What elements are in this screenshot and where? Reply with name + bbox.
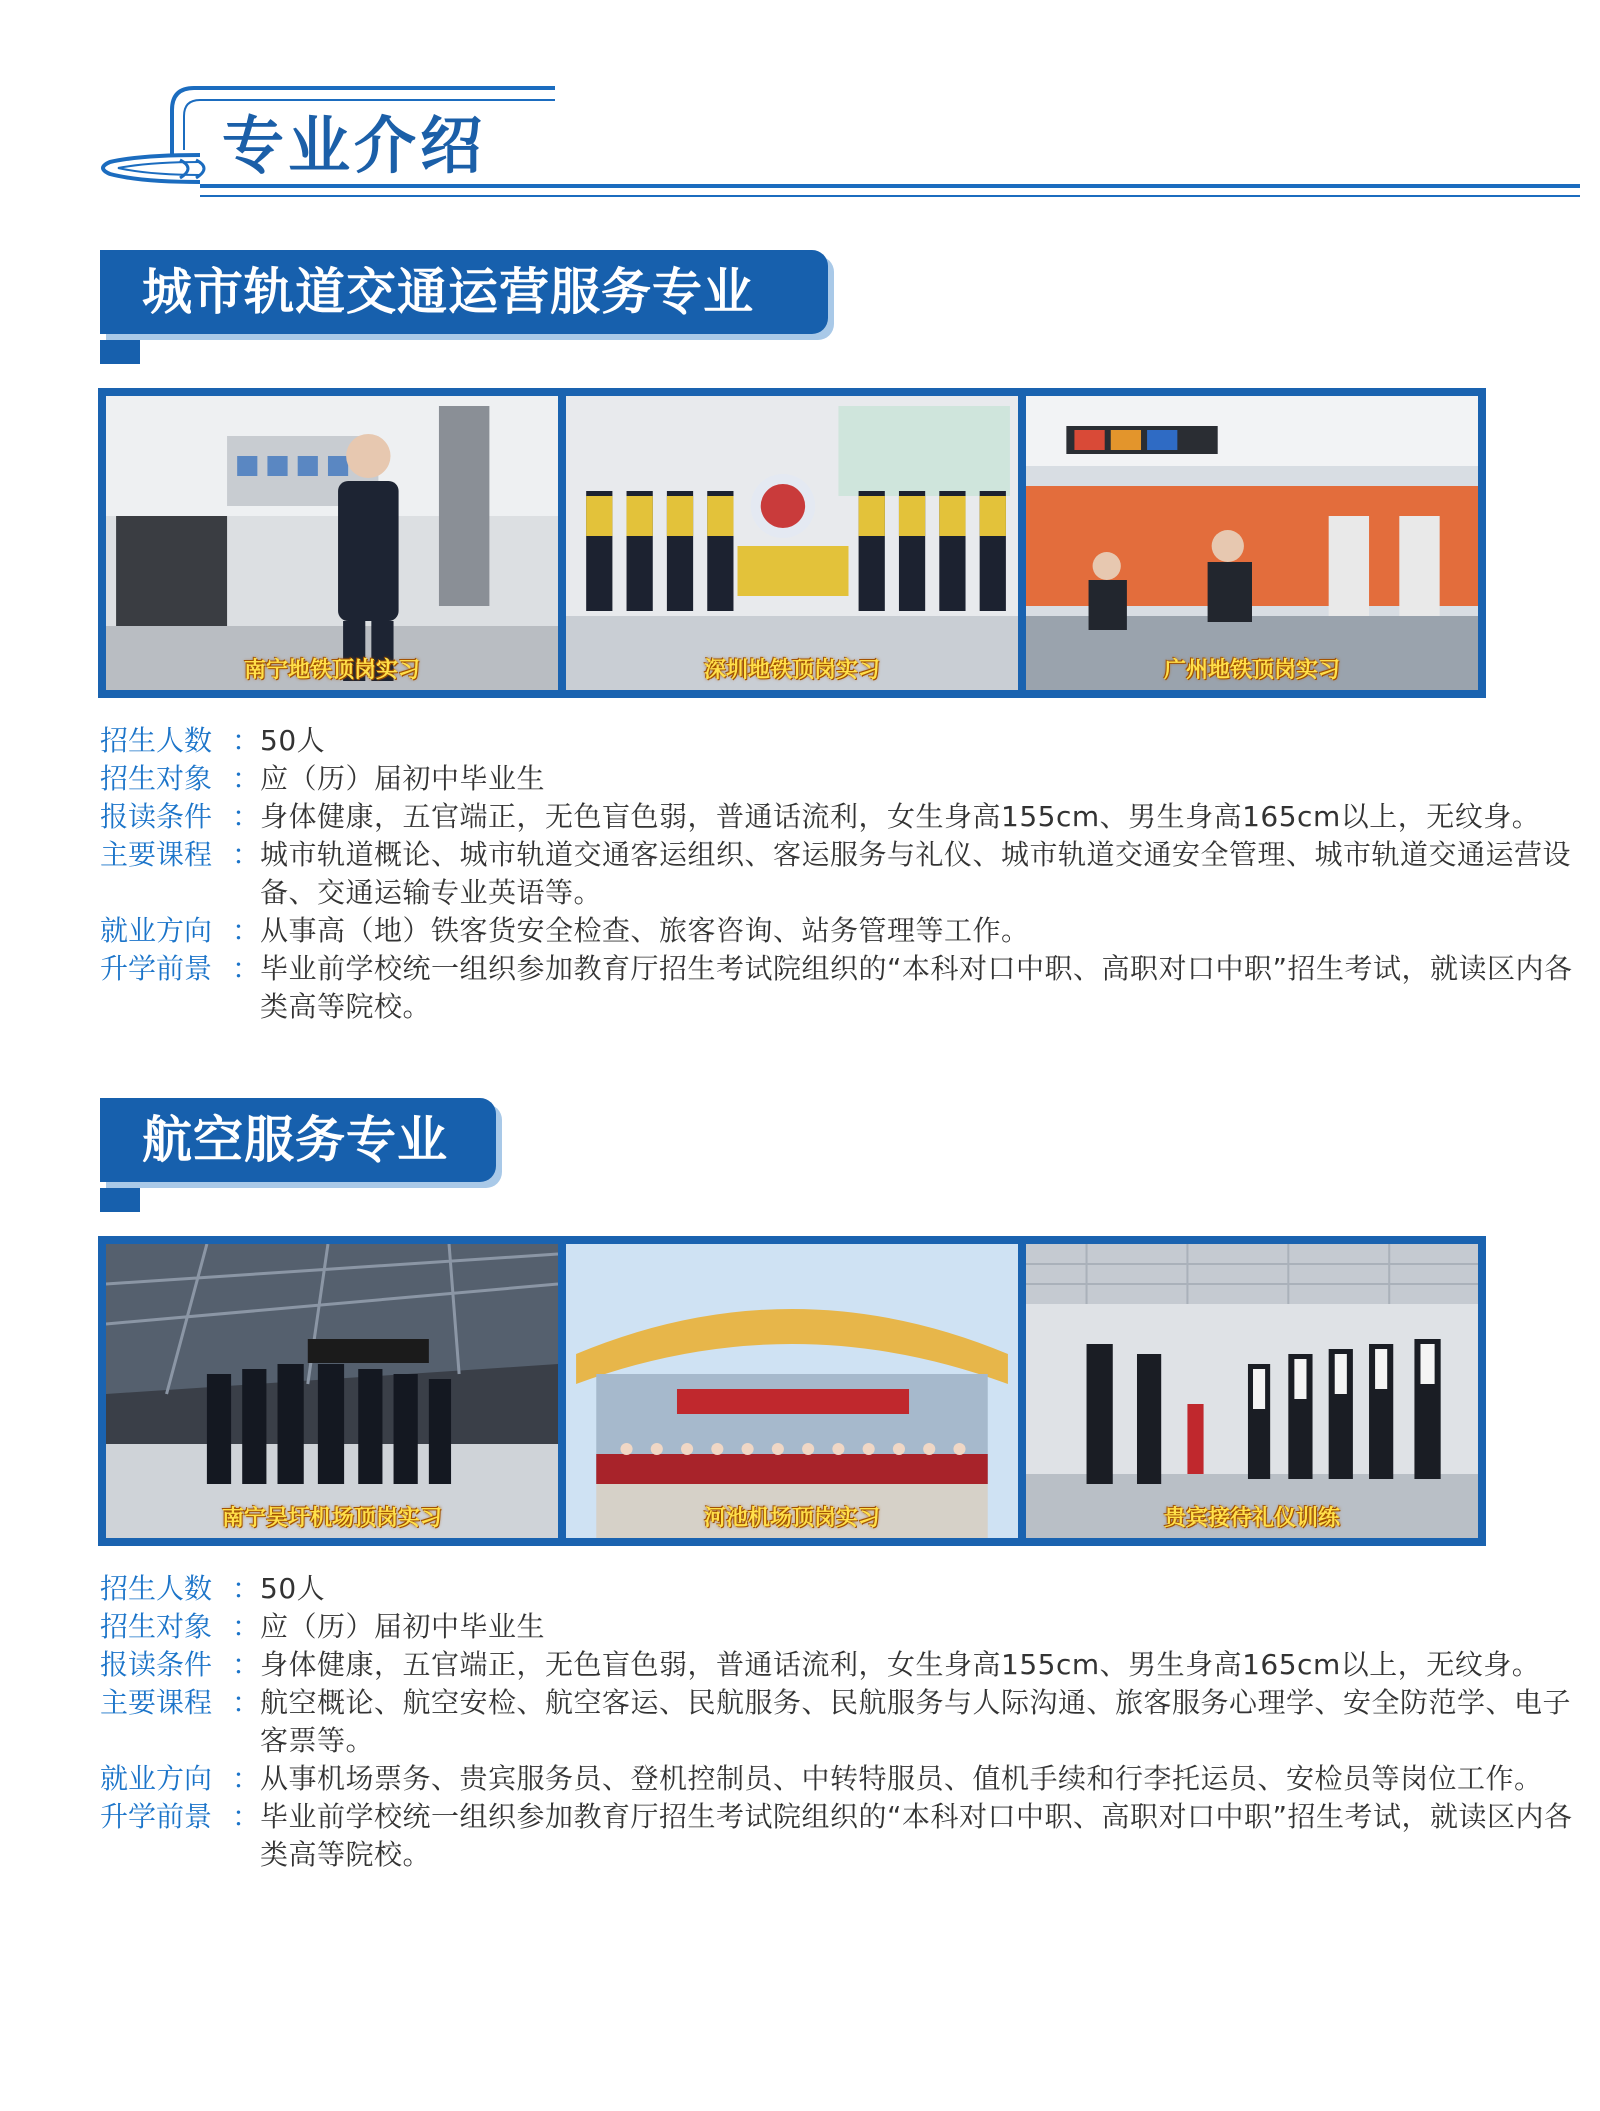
info-value: 毕业前学校统一组织参加教育厅招生考试院组织的“本科对口中职、高职对口中职”招生考试，就读区内各类高等院校。 bbox=[260, 952, 1573, 1023]
airport-building-photo bbox=[566, 1244, 1018, 1538]
info-value: 50人 bbox=[260, 1572, 326, 1605]
info-value: 应（历）届初中毕业生 bbox=[260, 762, 546, 795]
page-heading bbox=[0, 0, 1600, 220]
info-colon: ： bbox=[232, 1800, 261, 1833]
photo-card bbox=[1026, 1244, 1478, 1538]
info-label: 主要课程 bbox=[100, 838, 213, 871]
info-label: 招生人数 bbox=[100, 724, 213, 757]
info-row bbox=[100, 1684, 1572, 1760]
photo-strip bbox=[98, 388, 1486, 698]
info-value: 城市轨道概论、城市轨道交通客运组织、客运服务与礼仪、城市轨道交通安全管理、城市轨道交通运营设备、交通运输专业英语等。 bbox=[260, 838, 1572, 909]
info-row bbox=[100, 1608, 1500, 1646]
info-colon: ： bbox=[232, 914, 261, 947]
info-label: 就业方向 bbox=[100, 1762, 213, 1795]
info-colon: ： bbox=[232, 762, 261, 795]
info-colon: ： bbox=[232, 1686, 261, 1719]
info-value: 应（历）届初中毕业生 bbox=[260, 1610, 546, 1643]
info-value: 毕业前学校统一组织参加教育厅招生考试院组织的“本科对口中职、高职对口中职”招生考试，就读区内各类高等院校。 bbox=[260, 1800, 1573, 1871]
photo-card bbox=[106, 396, 558, 690]
info-value: 从事高（地）铁客货安全检查、旅客咨询、站务管理等工作。 bbox=[260, 914, 1030, 947]
info-colon: ： bbox=[232, 1648, 261, 1681]
page-title: 专业介绍 bbox=[222, 109, 487, 182]
section-title-bar bbox=[100, 1098, 496, 1182]
photo-caption: 深圳地铁顶岗实习 bbox=[703, 658, 880, 683]
info-row bbox=[100, 836, 1572, 912]
photo-strip bbox=[98, 1236, 1486, 1546]
section-title-stub bbox=[100, 1188, 140, 1212]
metro-security-photo bbox=[106, 396, 558, 690]
info-row bbox=[100, 1760, 1543, 1798]
info-value: 从事机场票务、贵宾服务员、登机控制员、中转特服员、值机手续和行李托运员、安检员等岗位工作。 bbox=[260, 1762, 1543, 1795]
section-title: 城市轨道交通运营服务专业 bbox=[142, 262, 754, 321]
info-value: 身体健康，五官端正，无色盲色弱，普通话流利，女生身高155cm、男生身高165cm以上，无纹身。 bbox=[260, 1648, 1541, 1681]
info-label: 就业方向 bbox=[100, 914, 213, 947]
info-label: 主要课程 bbox=[100, 1686, 213, 1719]
photo-card bbox=[1026, 396, 1478, 690]
photo-caption: 广州地铁顶岗实习 bbox=[1163, 658, 1340, 683]
section-title-stub bbox=[100, 340, 140, 364]
info-label: 招生人数 bbox=[100, 1572, 213, 1605]
info-label: 升学前景 bbox=[100, 1800, 213, 1833]
info-row bbox=[100, 798, 1541, 836]
photo-card bbox=[566, 396, 1018, 690]
info-colon: ： bbox=[232, 838, 261, 871]
info-label: 报读条件 bbox=[100, 800, 213, 833]
photo-card bbox=[566, 1244, 1018, 1538]
info-colon: ： bbox=[232, 800, 261, 833]
photo-caption: 南宁吴圩机场顶岗实习 bbox=[221, 1506, 442, 1531]
photo-card bbox=[106, 1244, 558, 1538]
info-colon: ： bbox=[232, 952, 261, 985]
metro-team-photo bbox=[566, 396, 1018, 690]
section-title-bar bbox=[100, 250, 828, 334]
metro-station-photo bbox=[1026, 396, 1478, 690]
info-row bbox=[100, 1646, 1541, 1684]
section-title: 航空服务专业 bbox=[142, 1110, 448, 1169]
info-label: 招生对象 bbox=[100, 762, 213, 795]
info-label: 升学前景 bbox=[100, 952, 213, 985]
info-colon: ： bbox=[232, 724, 261, 757]
photo-caption: 南宁地铁顶岗实习 bbox=[243, 658, 420, 683]
info-colon: ： bbox=[232, 1762, 261, 1795]
info-label: 招生对象 bbox=[100, 1610, 213, 1643]
info-row bbox=[100, 950, 1573, 1026]
info-value: 航空概论、航空安检、航空客运、民航服务、民航服务与人际沟通、旅客服务心理学、安全防范学、电子客票等。 bbox=[260, 1686, 1572, 1757]
airport-team-photo bbox=[106, 1244, 558, 1538]
info-colon: ： bbox=[232, 1572, 261, 1605]
info-colon: ： bbox=[232, 1610, 261, 1643]
photo-caption: 贵宾接待礼仪训练 bbox=[1163, 1506, 1340, 1531]
info-list bbox=[100, 1570, 1573, 1874]
etiquette-training-photo bbox=[1026, 1244, 1478, 1538]
info-row bbox=[100, 760, 1500, 798]
info-row bbox=[100, 912, 1500, 950]
info-row bbox=[100, 722, 1500, 760]
info-value: 身体健康，五官端正，无色盲色弱，普通话流利，女生身高155cm、男生身高165cm以上，无纹身。 bbox=[260, 800, 1541, 833]
info-value: 50人 bbox=[260, 724, 326, 757]
info-row bbox=[100, 1798, 1573, 1874]
info-label: 报读条件 bbox=[100, 1648, 213, 1681]
info-row bbox=[100, 1570, 1500, 1608]
photo-caption: 河池机场顶岗实习 bbox=[703, 1506, 880, 1531]
info-list bbox=[100, 722, 1573, 1026]
